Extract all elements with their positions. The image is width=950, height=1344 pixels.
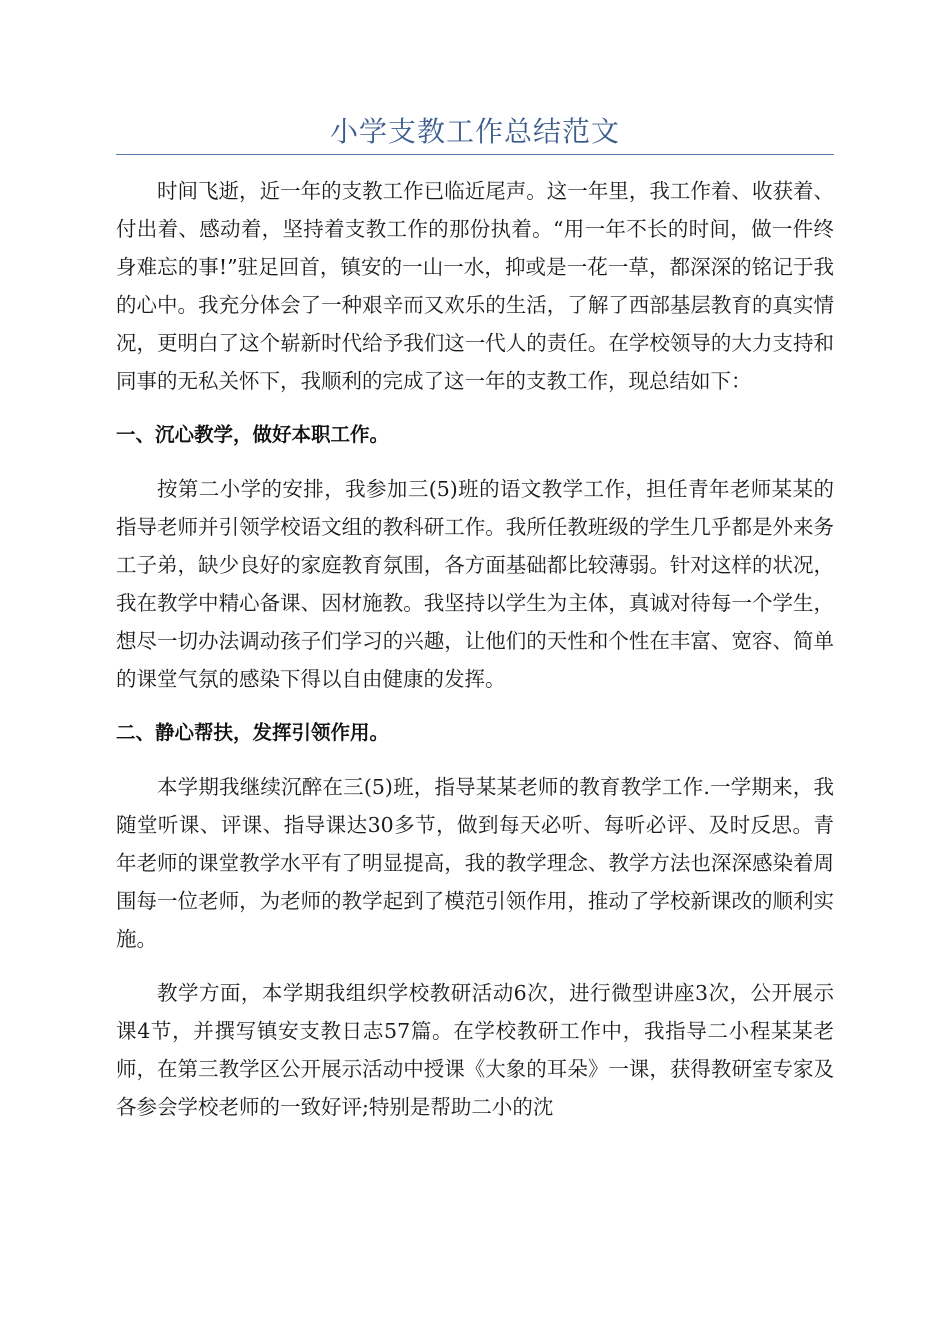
title-underline xyxy=(116,154,834,155)
section-2-paragraph-2: 教学方面，本学期我组织学校教研活动6次，进行微型讲座3次，公开展示课4节，并撰写镇安支教日志57篇。在学校教研工作中，我指导二小程某某老师，在第三教学区公开展示活动中授课《大象的耳朵》一课，获得教研室专家及各参会学校老师的一致好评;特别是帮助二小的沈 xyxy=(116,981,834,1119)
section-1-paragraph: 按第二小学的安排，我参加三(5)班的语文教学工作，担任青年老师某某的指导老师并引领学校语文组的教科研工作。我所任教班级的学生几乎都是外来务工子弟，缺少良好的家庭教育氛围，各方面基础都比较薄弱。针对这样的状况，我在教学中精心备课、因材施教。我坚持以学生为主体，真诚对待每一个学生，想尽一切办法调动孩子们学习的兴趣，让他们的天性和个性在丰富、宽容、简单的课堂气氛的感染下得以自由健康的发挥。 xyxy=(116,477,834,691)
section-heading-1: 一、沉心教学，做好本职工作。 xyxy=(116,423,390,446)
document-body xyxy=(116,168,834,1126)
intro-paragraph: 时间飞逝，近一年的支教工作已临近尾声。这一年里，我工作着、收获着、付出着、感动着，坚持着支教工作的那份执着。“用一年不长的时间，做一件终身难忘的事!”驻足回首，镇安的一山一水，抑或是一花一草，都深深的铭记于我的心中。我充分体会了一种艰辛而又欢乐的生活，了解了西部基层教育的真实情况，更明白了这个崭新时代给予我们这一代人的责任。在学校领导的大力支持和同事的无私关怀下，我顺利的完成了这一年的支教工作，现总结如下： xyxy=(116,179,834,393)
document-title: 小学支教工作总结范文 xyxy=(329,115,620,148)
section-2-paragraph-1: 本学期我继续沉醉在三(5)班，指导某某老师的教育教学工作.一学期来，我随堂听课、评课、指导课达30多节，做到每天必听、每听必评、及时反思。青年老师的课堂教学水平有了明显提高，我的教学理念、教学方法也深深感染着周围每一位老师，为老师的教学起到了模范引领作用，推动了学校新课改的顺利实施。 xyxy=(116,775,834,951)
section-heading-2: 二、静心帮扶，发挥引领作用。 xyxy=(116,721,390,744)
